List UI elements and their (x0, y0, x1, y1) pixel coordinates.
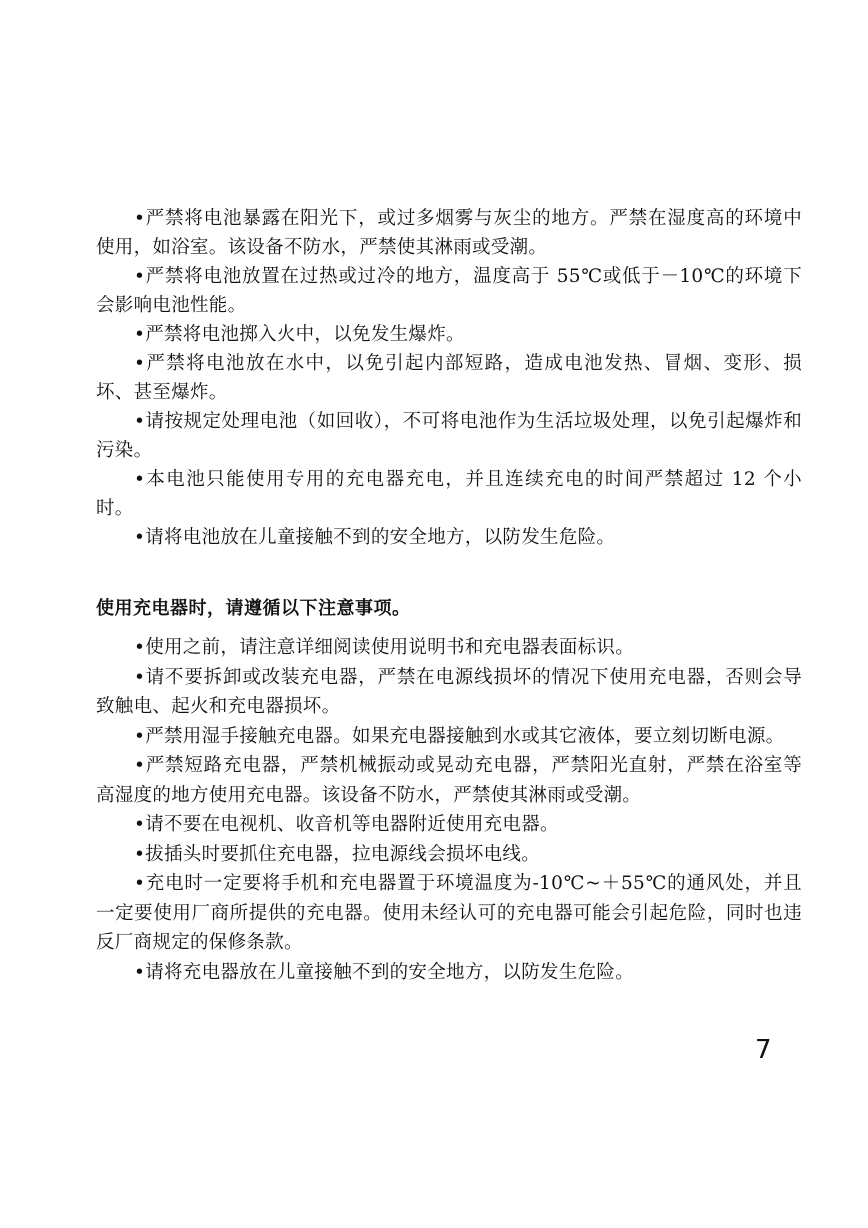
charger-warning-1: •使用之前，请注意详细阅读使用说明书和充电器表面标识。 (134, 637, 635, 658)
charger-warning-7: •充电时一定要将手机和充电器置于环境温度为-10℃~＋55℃的通风处，并且一定要使用厂商所提供的充电器。使用未经认可的充电器可能会引起危险，同时也违反厂商规定的保修条款。 (96, 873, 802, 953)
charger-section-heading: 使用充电器时，请遵循以下注意事项。 (96, 598, 411, 619)
battery-warnings-section (96, 204, 802, 552)
charger-warning-5: •请不要在电视机、收音机等电器附近使用充电器。 (134, 814, 559, 835)
charger-warning-3: •严禁用湿手接触充电器。如果充电器接触到水或其它液体，要立刻切断电源。 (134, 725, 785, 747)
battery-warning-3: •严禁将电池掷入火中，以免发生爆炸。 (134, 324, 465, 345)
battery-warning-4: •严禁将电池放在水中，以免引起内部短路，造成电池发热、冒烟、变形、损坏、甚至爆炸。 (96, 353, 802, 403)
page-number: 7 (755, 1035, 772, 1065)
charger-warning-2: •请不要拆卸或改装充电器，严禁在电源线损坏的情况下使用充电器，否则会导致触电、起火和充电器损坏。 (96, 666, 802, 717)
manual-page (96, 204, 802, 987)
charger-warning-6: •拔插头时要抓住充电器，拉电源线会损坏电线。 (134, 843, 541, 865)
battery-warning-1: •严禁将电池暴露在阳光下，或过多烟雾与灰尘的地方。严禁在湿度高的环境中使用，如浴室。该设备不防水，严禁使其淋雨或受潮。 (96, 208, 802, 258)
charger-warning-4: •严禁短路充电器，严禁机械振动或晃动充电器，严禁阳光直射，严禁在浴室等高湿度的地方使用充电器。该设备不防水，严禁使其淋雨或受潮。 (96, 755, 802, 806)
battery-warning-5: •请按规定处理电池（如回收），不可将电池作为生活垃圾处理，以免引起爆炸和污染。 (96, 411, 802, 461)
charger-warnings-section (96, 633, 802, 987)
battery-warning-7: •请将电池放在儿童接触不到的安全地方，以防发生危险。 (134, 527, 616, 548)
battery-warning-2: •严禁将电池放置在过热或过冷的地方，温度高于 55℃或低于－10℃的环境下会影响电池性能。 (96, 266, 802, 316)
battery-warning-6: •本电池只能使用专用的充电器充电，并且连续充电的时间严禁超过 12 个小时。 (96, 469, 802, 519)
charger-warning-8: •请将充电器放在儿童接触不到的安全地方，以防发生危险。 (134, 961, 635, 983)
